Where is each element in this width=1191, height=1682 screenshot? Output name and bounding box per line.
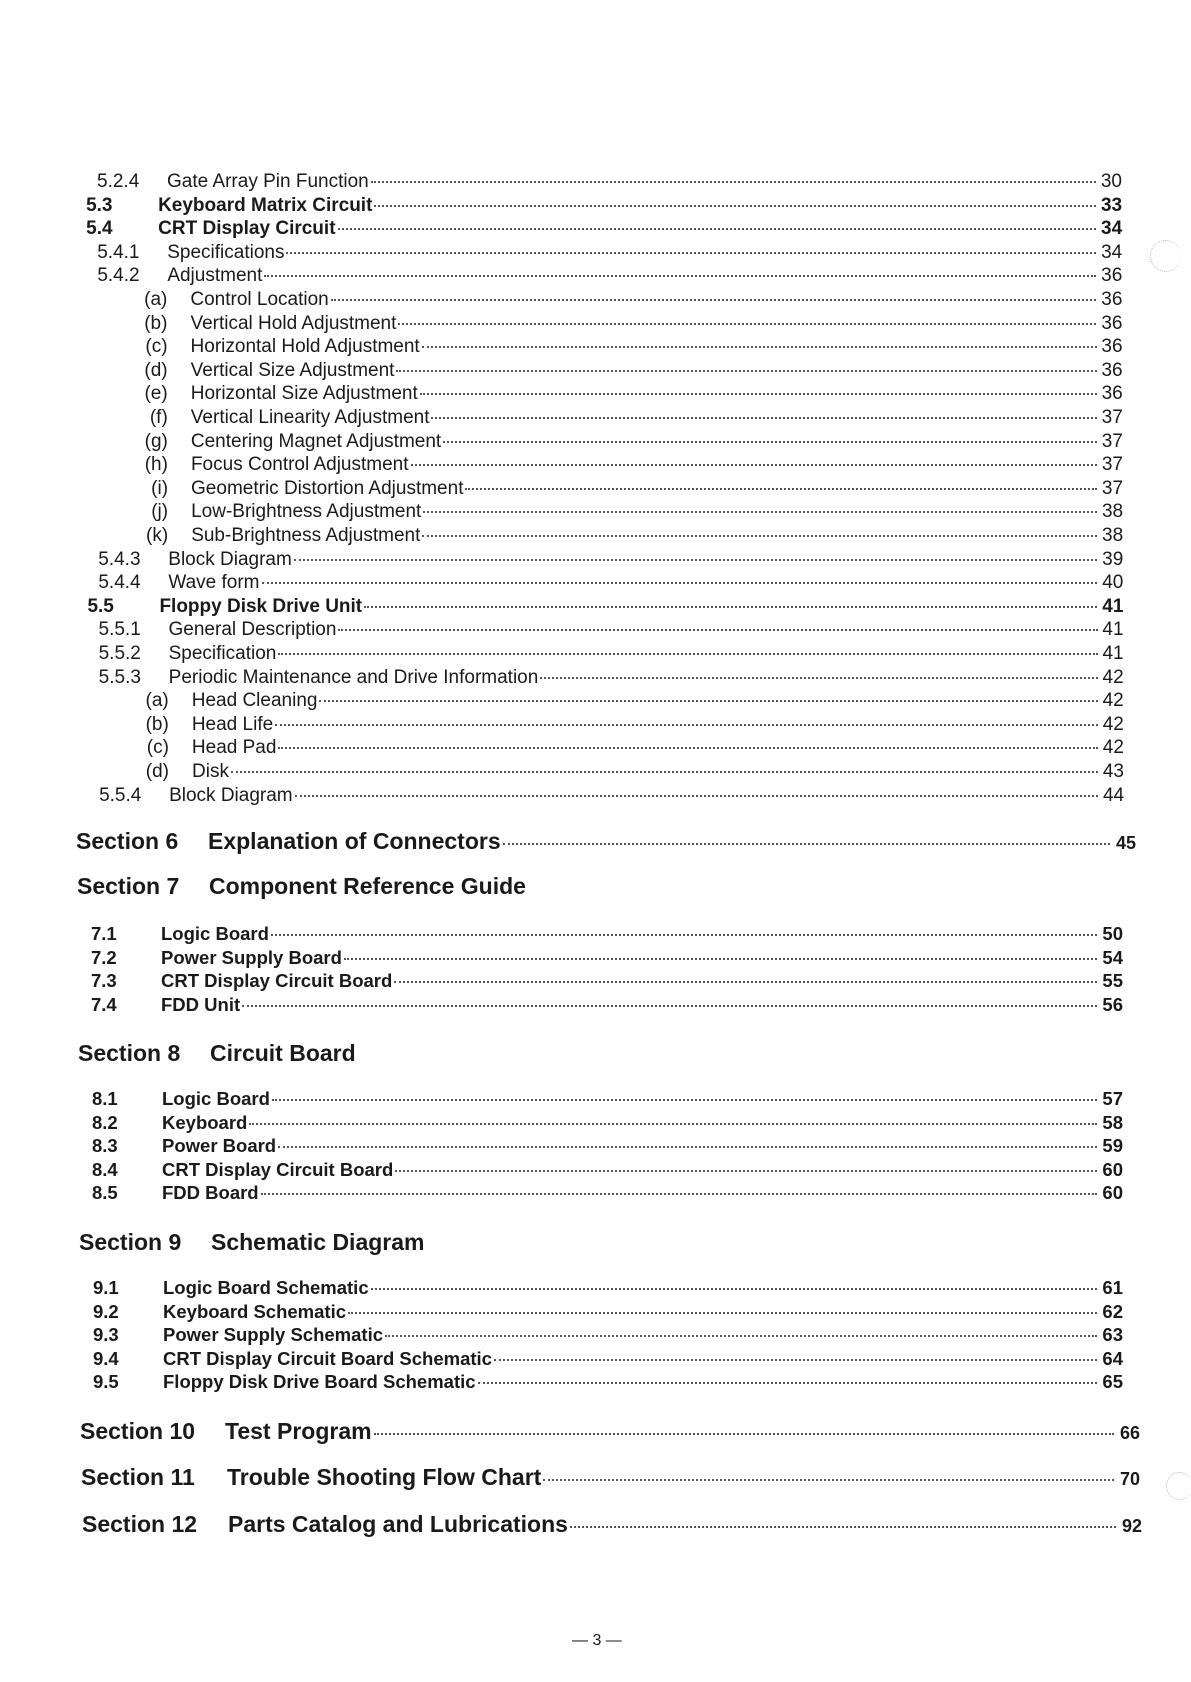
dot-leader xyxy=(420,393,1097,395)
page-number: 40 xyxy=(1102,572,1124,594)
dot-leader xyxy=(271,934,1097,936)
entry-number: (b) xyxy=(145,713,169,735)
dot-leader xyxy=(423,511,1097,513)
page-number: 45 xyxy=(1115,833,1136,853)
entry-number: (e) xyxy=(144,383,168,405)
toc-entry[interactable] xyxy=(92,1112,1123,1136)
section-title: Test Program xyxy=(225,1418,372,1444)
toc-entry[interactable] xyxy=(119,737,1124,761)
entry-title: Vertical Size Adjustment xyxy=(190,359,395,381)
page-number: 39 xyxy=(1102,548,1124,570)
page-number: 42 xyxy=(1102,713,1124,735)
toc-entry[interactable] xyxy=(86,195,1122,219)
toc-entry-section-12[interactable] xyxy=(82,1511,1142,1535)
toc-entry[interactable] xyxy=(93,1324,1123,1348)
page-number: 43 xyxy=(1102,761,1124,782)
page-number: 59 xyxy=(1102,1135,1123,1156)
entry-title: Head Life xyxy=(191,713,274,735)
entry-number: 8.3 xyxy=(92,1135,118,1156)
toc-entry[interactable] xyxy=(92,1159,1123,1183)
entry-number: (f) xyxy=(149,407,168,428)
entry-number: 7.1 xyxy=(91,923,117,944)
toc-entry[interactable] xyxy=(91,923,1123,947)
page-number: 36 xyxy=(1101,383,1123,405)
toc-entry[interactable] xyxy=(91,970,1123,994)
page-number: 61 xyxy=(1102,1277,1123,1298)
entry-title: Logic Board xyxy=(161,923,269,944)
section-number: Section 9 xyxy=(79,1229,182,1255)
dot-leader xyxy=(319,700,1097,702)
entry-title: Power Board xyxy=(162,1135,277,1156)
dot-leader xyxy=(395,1170,1097,1172)
section-number: Section 11 xyxy=(81,1464,195,1490)
entry-title: Keyboard Schematic xyxy=(163,1300,347,1322)
toc-entry[interactable] xyxy=(99,785,1124,809)
page-number: 64 xyxy=(1102,1347,1123,1369)
dot-leader xyxy=(344,958,1097,960)
dot-leader xyxy=(242,1005,1097,1007)
dot-leader xyxy=(411,464,1097,466)
toc-entry-section-10[interactable] xyxy=(80,1418,1140,1442)
section-number: Section 10 xyxy=(80,1418,196,1444)
page-footer-number: — 3 — xyxy=(572,1632,622,1649)
entry-title: Low-Brightness Adjustment xyxy=(191,501,422,523)
page-number: 36 xyxy=(1101,359,1123,381)
dot-leader xyxy=(278,1146,1097,1148)
entry-number: (c) xyxy=(146,737,169,759)
entry-number: 5.5.3 xyxy=(98,666,141,688)
toc-entry[interactable] xyxy=(97,242,1122,266)
page-number: 60 xyxy=(1102,1182,1123,1203)
entry-number: 5.4.3 xyxy=(98,548,141,570)
dot-leader xyxy=(275,724,1098,726)
dot-leader xyxy=(371,1288,1097,1290)
scan-artifact xyxy=(1150,240,1181,272)
entry-title: CRT Display Circuit Board xyxy=(162,1158,394,1180)
page-number: 42 xyxy=(1102,666,1124,688)
page-number: 62 xyxy=(1102,1300,1123,1322)
toc-entry[interactable] xyxy=(118,360,1123,384)
toc-entry[interactable] xyxy=(118,407,1123,431)
toc-entry[interactable] xyxy=(97,265,1122,289)
entry-number: 9.2 xyxy=(93,1300,119,1322)
page-number: 37 xyxy=(1101,454,1123,476)
dot-leader xyxy=(494,1359,1097,1361)
section-title: Trouble Shooting Flow Chart xyxy=(227,1464,542,1490)
entry-number: (b) xyxy=(144,312,168,334)
entry-number: (d) xyxy=(145,761,169,782)
page-number: 36 xyxy=(1101,336,1123,358)
page-number: 34 xyxy=(1101,218,1123,240)
entry-number: (c) xyxy=(145,336,168,358)
toc-entry[interactable] xyxy=(91,994,1123,1018)
dot-leader xyxy=(374,205,1096,207)
dot-leader xyxy=(371,181,1096,183)
dot-leader xyxy=(278,653,1097,655)
page-number: 92 xyxy=(1121,1516,1142,1536)
dot-leader xyxy=(249,1123,1097,1125)
entry-title: CRT Display Circuit Board Schematic xyxy=(163,1347,492,1369)
dot-leader xyxy=(331,299,1097,301)
page-number: 44 xyxy=(1102,784,1125,806)
dot-leader xyxy=(465,488,1097,490)
dot-leader xyxy=(431,417,1096,419)
entry-title: CRT Display Circuit Board xyxy=(161,970,393,991)
entry-title: Block Diagram xyxy=(168,548,292,570)
entry-number: 8.1 xyxy=(92,1088,118,1109)
section-8-heading xyxy=(78,1040,356,1067)
dot-leader xyxy=(443,441,1097,443)
dot-leader xyxy=(261,1193,1097,1195)
entry-title: Block Diagram xyxy=(169,784,293,806)
entry-number: 5.5.1 xyxy=(98,619,141,641)
entry-title: Specifications xyxy=(167,241,285,263)
page-number: 41 xyxy=(1102,595,1124,617)
toc-entry[interactable] xyxy=(117,313,1122,337)
dot-leader xyxy=(570,1526,1116,1528)
toc-entry[interactable] xyxy=(118,478,1123,502)
entry-number: 7.3 xyxy=(91,970,117,991)
dot-leader xyxy=(286,252,1096,254)
entry-title: Focus Control Adjustment xyxy=(190,454,409,476)
entry-number: 5.2.4 xyxy=(97,171,140,192)
page-number: 37 xyxy=(1101,407,1123,428)
entry-number: 9.5 xyxy=(93,1371,119,1392)
toc-entry[interactable] xyxy=(118,383,1123,407)
toc-entry-section-11[interactable] xyxy=(81,1464,1140,1488)
page-number: 50 xyxy=(1102,923,1123,944)
dot-leader xyxy=(364,606,1097,608)
entry-number: 9.1 xyxy=(93,1277,119,1298)
section-title: Circuit Board xyxy=(210,1040,356,1066)
page-number: 70 xyxy=(1119,1469,1140,1489)
entry-number: (a) xyxy=(144,289,168,310)
entry-title: CRT Display Circuit xyxy=(158,218,336,240)
page-number: 30 xyxy=(1100,171,1122,192)
dot-leader xyxy=(262,582,1098,584)
page-number: 63 xyxy=(1102,1324,1123,1345)
entry-number: 5.5.4 xyxy=(99,784,142,806)
page-number: 36 xyxy=(1101,289,1123,310)
toc-entry[interactable] xyxy=(97,171,1122,195)
page-number: 66 xyxy=(1119,1423,1140,1443)
section-number: Section 8 xyxy=(78,1040,181,1066)
dot-leader xyxy=(374,1433,1114,1435)
toc-entry[interactable] xyxy=(119,714,1124,738)
entry-title: Horizontal Hold Adjustment xyxy=(190,336,420,358)
entry-title: Disk xyxy=(192,761,229,782)
page-number: 38 xyxy=(1101,501,1124,523)
toc-entry[interactable] xyxy=(119,761,1124,785)
dot-leader xyxy=(294,559,1097,561)
entry-number: (j) xyxy=(151,501,169,523)
entry-title: Specification xyxy=(168,643,277,664)
entry-number: (h) xyxy=(144,454,168,476)
page-number: 41 xyxy=(1102,643,1124,664)
toc-entry[interactable] xyxy=(118,336,1123,360)
page-number: 56 xyxy=(1102,993,1123,1015)
toc-entry[interactable] xyxy=(119,690,1124,714)
dot-leader xyxy=(272,1099,1097,1101)
toc-entry[interactable] xyxy=(118,501,1123,525)
entry-number: 5.4.4 xyxy=(98,572,141,594)
page-number: 58 xyxy=(1102,1111,1123,1133)
toc-entry[interactable] xyxy=(93,1371,1123,1395)
section-title: Parts Catalog and Lubrications xyxy=(228,1511,568,1537)
entry-number: (d) xyxy=(144,359,168,381)
page-number: 36 xyxy=(1101,312,1123,334)
entry-number: 5.4 xyxy=(86,218,113,240)
dot-leader xyxy=(338,629,1097,631)
dot-leader xyxy=(396,370,1096,372)
page-number: 65 xyxy=(1102,1371,1123,1392)
entry-title: Head Pad xyxy=(191,737,277,759)
entry-title: Control Location xyxy=(190,289,329,310)
scan-artifact xyxy=(1166,1472,1191,1500)
entry-title: Power Supply Schematic xyxy=(163,1324,384,1345)
entry-title: Keyboard xyxy=(162,1111,248,1133)
entry-number: 5.4.1 xyxy=(97,241,140,263)
entry-title: General Description xyxy=(168,619,337,641)
entry-number: (k) xyxy=(146,525,169,546)
entry-title: Sub-Brightness Adjustment xyxy=(191,525,421,546)
page-number: 54 xyxy=(1102,946,1123,968)
dot-leader xyxy=(295,795,1098,797)
entry-number: (g) xyxy=(144,430,168,452)
entry-title: Keyboard Matrix Circuit xyxy=(158,194,373,216)
page-number: 34 xyxy=(1101,241,1123,263)
dot-leader xyxy=(278,747,1097,749)
toc-entry[interactable] xyxy=(93,1277,1123,1301)
entry-number: 9.4 xyxy=(93,1347,119,1369)
toc-entry-section-6[interactable] xyxy=(76,828,1136,852)
entry-title: Adjustment xyxy=(167,265,263,287)
page-number: 38 xyxy=(1102,525,1124,546)
entry-number: (a) xyxy=(145,690,169,712)
page-number: 33 xyxy=(1100,194,1123,216)
dot-leader xyxy=(422,535,1097,537)
page-number: 41 xyxy=(1102,619,1124,641)
dot-leader xyxy=(231,771,1098,773)
toc-entry[interactable] xyxy=(92,1182,1123,1206)
toc-entry[interactable] xyxy=(99,667,1124,691)
entry-number: 8.2 xyxy=(92,1111,118,1133)
toc-entry[interactable] xyxy=(93,1348,1123,1372)
page-number: 57 xyxy=(1102,1088,1123,1109)
dot-leader xyxy=(503,843,1110,845)
entry-number: 5.3 xyxy=(86,194,113,216)
dot-leader xyxy=(543,1479,1114,1481)
entry-title: Gate Array Pin Function xyxy=(167,171,369,192)
page-number: 37 xyxy=(1101,430,1123,452)
entry-number: 9.3 xyxy=(93,1324,119,1345)
entry-title: Floppy Disk Drive Unit xyxy=(159,595,363,617)
section-number: Section 6 xyxy=(76,828,179,854)
entry-title: Horizontal Size Adjustment xyxy=(190,383,418,405)
page-number: 37 xyxy=(1101,477,1124,499)
dot-leader xyxy=(394,981,1097,983)
entry-number: 8.5 xyxy=(92,1182,118,1203)
section-title: Component Reference Guide xyxy=(209,873,526,899)
dot-leader xyxy=(338,228,1097,230)
entry-number: 8.4 xyxy=(92,1158,118,1180)
entry-number: 7.2 xyxy=(91,946,117,968)
entry-title: Logic Board xyxy=(162,1088,270,1109)
toc-entry[interactable] xyxy=(86,218,1122,242)
page-number: 42 xyxy=(1102,737,1124,759)
page-number: 42 xyxy=(1102,690,1124,712)
section-title: Schematic Diagram xyxy=(211,1229,425,1255)
entry-number: 7.4 xyxy=(91,993,117,1015)
toc-entry[interactable] xyxy=(118,454,1123,478)
entry-title: Vertical Hold Adjustment xyxy=(190,312,397,334)
entry-title: Wave form xyxy=(168,572,260,594)
entry-title: Logic Board Schematic xyxy=(163,1277,369,1298)
section-number: Section 7 xyxy=(77,873,180,899)
entry-title: Floppy Disk Drive Board Schematic xyxy=(163,1371,476,1392)
page-number: 36 xyxy=(1101,265,1123,287)
toc-entry[interactable] xyxy=(98,549,1123,573)
entry-number: 5.5 xyxy=(87,595,114,617)
page-number: 55 xyxy=(1102,970,1123,991)
toc-entry[interactable] xyxy=(99,643,1124,667)
dot-leader xyxy=(478,1382,1097,1384)
entry-title: Vertical Linearity Adjustment xyxy=(190,407,430,428)
entry-title: Power Supply Board xyxy=(161,946,342,968)
dot-leader xyxy=(398,323,1096,325)
toc-entry[interactable] xyxy=(118,431,1123,455)
dot-leader xyxy=(385,1335,1097,1337)
toc-entry[interactable] xyxy=(87,596,1123,620)
entry-title: Centering Magnet Adjustment xyxy=(190,430,442,452)
toc-entry[interactable] xyxy=(99,619,1124,643)
section-7-heading xyxy=(77,873,526,900)
toc-entry[interactable] xyxy=(118,525,1123,549)
entry-number: 5.5.2 xyxy=(98,643,141,664)
entry-number: (i) xyxy=(151,477,169,499)
dot-leader xyxy=(348,1312,1097,1314)
page-number: 60 xyxy=(1102,1158,1123,1180)
toc-entry[interactable] xyxy=(92,1135,1123,1159)
dot-leader xyxy=(422,346,1097,348)
dot-leader xyxy=(540,677,1097,679)
toc-entry[interactable] xyxy=(91,947,1123,971)
entry-title: Head Cleaning xyxy=(191,690,318,712)
toc-entry[interactable] xyxy=(93,1301,1123,1325)
dot-leader xyxy=(264,275,1096,277)
toc-entry[interactable] xyxy=(98,572,1123,596)
entry-title: Geometric Distortion Adjustment xyxy=(191,477,464,499)
entry-title: FDD Unit xyxy=(161,993,241,1015)
entry-number: 5.4.2 xyxy=(97,265,140,287)
section-9-heading xyxy=(79,1229,424,1256)
section-number: Section 12 xyxy=(82,1511,198,1537)
toc-entry[interactable] xyxy=(92,1088,1123,1112)
entry-title: Periodic Maintenance and Drive Information xyxy=(168,666,539,688)
toc-entry[interactable] xyxy=(117,289,1122,313)
entry-title: FDD Board xyxy=(162,1182,259,1203)
section-title: Explanation of Connectors xyxy=(208,828,501,854)
